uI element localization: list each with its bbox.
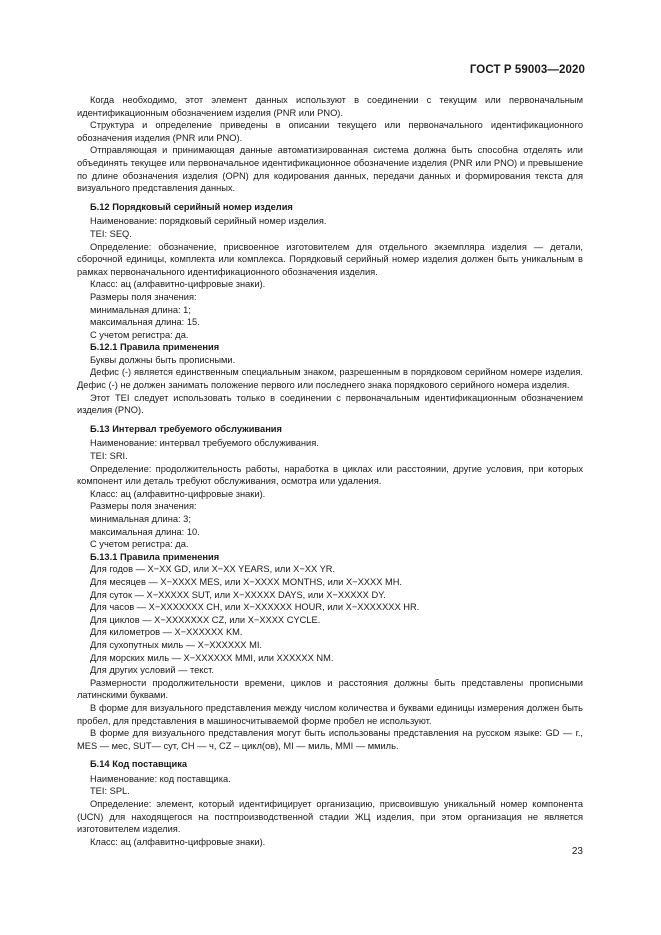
subsection-heading-b13-1: Б.13.1 Правила применения xyxy=(90,551,220,562)
item-max-length: максимальная длина: 10. xyxy=(90,526,200,537)
rule-line: Для сухопутных миль — X−XXXXXX MI. xyxy=(90,639,262,650)
item-definition: Определение: обозначение, присвоенное изготовителем для отдельного экземпляра изделия — детали, сборочной единицы, комплекта или комплекса. Порядковый серийный номер изделия должен быть уникальным в рамках первоначального идентификационного обозначения изделия. xyxy=(77,241,583,277)
rule-line: Для циклов — X−XXXXXXX CZ, или X−XXXX CYCLE. xyxy=(90,614,321,625)
item-tei: TEI: SRI. xyxy=(90,451,128,462)
rule: Буквы должны быть прописными. xyxy=(90,354,236,365)
paragraph: В форме для визуального представления могут быть использованы представления на русском языке: GD — г., MES — мес, SUT— сут, CH — ч, CZ – цикл(ов), MI — миль, MMI — ммиль. xyxy=(77,728,583,751)
item-tei: TEI: SEQ. xyxy=(90,228,132,239)
item-name: Наименование: интервал требуемого обслуживания. xyxy=(90,438,319,449)
item-min-length: минимальная длина: 1; xyxy=(90,304,191,315)
item-definition: Определение: элемент, который идентифицирует организацию, присвоившую уникальный номер компонента (UCN) для находящегося на постпроизводственной стадии ЖЦ изделия, при этом организация не является изготовителем изделия. xyxy=(77,799,583,835)
paragraph: Когда необходимо, этот элемент данных используют в соединении с текущим или первоначальным идентификационным обозначением изделия (PNR или PNO). xyxy=(77,95,583,118)
rule-line: Для других условий — текст. xyxy=(90,665,214,676)
document-body xyxy=(77,94,583,848)
item-min-length: минимальная длина: 3; xyxy=(90,514,191,524)
rule-line: Для годов — X−XX GD, или X−XX YEARS, или X−XX YR. xyxy=(90,564,336,575)
subsection-heading-b12-1: Б.12.1 Правила применения xyxy=(90,342,220,353)
item-class: Класс: ац (алфавитно-цифровые знаки). xyxy=(90,836,266,847)
item-definition: Определение: продолжительность работы, наработка в циклах или расстоянии, другие условия, при которых компонент или деталь требуют обслуживания, осмотра или удаления. xyxy=(77,463,583,487)
paragraph: Размерности продолжительности времени, циклов и расстояния должны быть представлены прописными латинскими буквами. xyxy=(77,677,583,701)
item-class: Класс: ац (алфавитно-цифровые знаки). xyxy=(90,488,266,499)
item-max-length: максимальная длина: 15. xyxy=(90,317,200,328)
item-sizes: Размеры поля значения: xyxy=(90,291,197,302)
item-name: Наименование: порядковый серийный номер изделия. xyxy=(90,216,327,227)
page-number: 23 xyxy=(571,846,583,857)
rule: Дефис (-) является единственным специальным знаком, разрешенным в порядковом серийном номере изделия. Дефис (-) не должен занимать положение первого или последнего знака порядкового серийного номера изделия. xyxy=(77,367,583,391)
rule-line: Для месяцев — X−XXXX MES, или X−XXXX MONTHS, или X−XXXX MH. xyxy=(90,576,403,587)
section-heading-b12: Б.12 Порядковый серийный номер изделия xyxy=(90,201,293,212)
paragraph: Отправляющая и принимающая данные автоматизированная система должна быть способна отделять или объединять текущее или первоначальное идентификационное обозначение изделия (PNR или PNO) и превышение по длине обозначения изделия (OPN) для кодирования данных, передачи данных и формирования текста для визуального представления данных. xyxy=(77,145,583,194)
rule: Этот TEI следует использовать только в соединении с первоначальным идентификационным обозначением изделия (PNO). xyxy=(77,392,583,416)
item-tei: TEI: SPL. xyxy=(90,786,130,797)
paragraph: В форме для визуального представления между числом количества и буквами единицы измерения должен быть пробел, для представления в машиносчитываемой форме пробел не используют. xyxy=(77,702,583,726)
item-case: С учетом регистра: да. xyxy=(90,329,189,340)
item-sizes: Размеры поля значения: xyxy=(90,501,197,512)
section-heading-b14: Б.14 Код поставщика xyxy=(90,759,188,770)
paragraph: Структура и определение приведены в описании текущего или первоначального идентификационного обозначения изделия (PNR или PNO). xyxy=(77,120,583,143)
standard-number: ГОСТ Р 59003—2020 xyxy=(469,64,585,76)
rule-line: Для морских миль — X−XXXXXX MMI, или XXXXXX NM. xyxy=(90,652,334,663)
rule-line: Для километров — X−XXXXXX KM. xyxy=(90,627,243,638)
item-name: Наименование: код поставщика. xyxy=(90,773,231,784)
rule-line: Для часов — X−XXXXXXX CH, или X−XXXXXX HOUR, или X−XXXXXXX HR. xyxy=(90,602,420,613)
item-case: С учетом регистра: да. xyxy=(90,539,189,550)
item-class: Класс: ац (алфавитно-цифровые знаки). xyxy=(90,279,266,290)
rule-line: Для суток — X−XXXXX SUT, или X−XXXXX DAYS, или X−XXXXX DY. xyxy=(90,589,386,600)
section-heading-b13: Б.13 Интервал требуемого обслуживания xyxy=(90,423,282,434)
